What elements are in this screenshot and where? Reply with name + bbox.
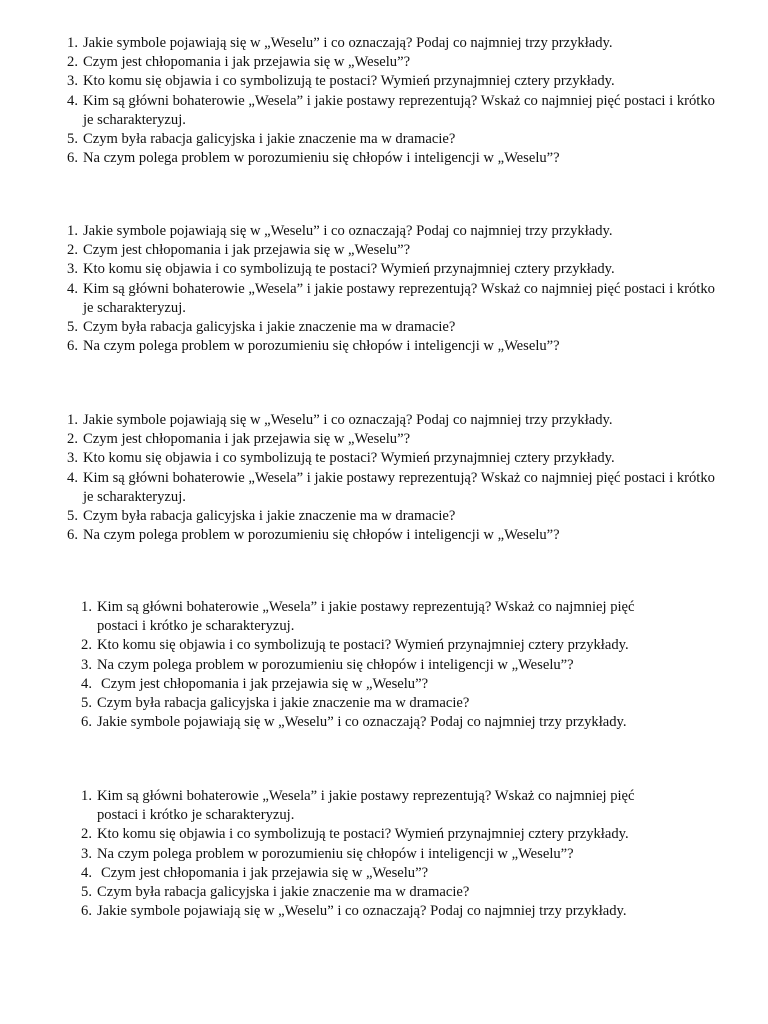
question-item bbox=[72, 656, 672, 675]
question-number: 2. bbox=[67, 242, 78, 259]
question-item bbox=[72, 902, 672, 921]
question-number: 3. bbox=[67, 261, 78, 278]
question-item bbox=[58, 222, 718, 241]
question-number: 6. bbox=[81, 903, 92, 920]
question-text: Na czym polega problem w porozumieniu się chłopów i inteligencji w „Weselu”? bbox=[83, 150, 560, 167]
question-item bbox=[58, 92, 718, 130]
question-text: Kto komu się objawia i co symbolizują te postaci? Wymień przynajmniej cztery przykłady. bbox=[83, 73, 615, 90]
question-item bbox=[72, 598, 672, 636]
question-number: 5. bbox=[67, 131, 78, 148]
question-item bbox=[58, 130, 718, 149]
question-number: 1. bbox=[67, 412, 78, 428]
question-item bbox=[58, 507, 718, 526]
question-number: 2. bbox=[81, 637, 92, 654]
question-text: Na czym polega problem w porozumieniu się chłopów i inteligencji w „Weselu”? bbox=[83, 338, 560, 355]
question-text: Jakie symbole pojawiają się w „Weselu” i co oznaczają? Podaj co najmniej trzy przykłady. bbox=[97, 903, 627, 920]
question-number: 5. bbox=[81, 884, 92, 901]
question-item bbox=[58, 34, 718, 53]
question-item bbox=[58, 337, 718, 356]
question-number: 6. bbox=[67, 150, 78, 167]
question-item bbox=[58, 149, 718, 168]
question-list-4 bbox=[72, 598, 672, 732]
question-text: Czym jest chłopomania i jak przejawia się w „Weselu”? bbox=[83, 431, 411, 448]
question-number: 3. bbox=[67, 73, 78, 90]
question-text: Czym była rabacja galicyjska i jakie znaczenie ma w dramacie? bbox=[97, 884, 470, 901]
question-list-3 bbox=[58, 411, 718, 545]
question-text: Na czym polega problem w porozumieniu się chłopów i inteligencji w „Weselu”? bbox=[97, 845, 574, 862]
question-text: Jakie symbole pojawiają się w „Weselu” i co oznaczają? Podaj co najmniej trzy przykłady. bbox=[97, 714, 627, 731]
question-number: 5. bbox=[81, 695, 92, 712]
question-item bbox=[72, 883, 672, 902]
question-item bbox=[58, 449, 718, 468]
question-item bbox=[72, 787, 672, 825]
question-number: 1. bbox=[67, 223, 78, 239]
question-number: 4. bbox=[81, 864, 92, 881]
question-text: Kim są główni bohaterowie „Wesela” i jakie postawy reprezentują? Wskaż co najmniej pięć postaci i krótko je scharakteryzuj. bbox=[83, 280, 715, 316]
question-list-1 bbox=[58, 34, 718, 168]
question-text: Czym była rabacja galicyjska i jakie znaczenie ma w dramacie? bbox=[97, 695, 470, 712]
question-item bbox=[72, 713, 672, 732]
question-item bbox=[58, 260, 718, 279]
question-list-5 bbox=[72, 787, 672, 921]
question-number: 4. bbox=[81, 675, 92, 692]
question-number: 3. bbox=[67, 450, 78, 467]
question-text: Czym była rabacja galicyjska i jakie znaczenie ma w dramacie? bbox=[83, 131, 456, 148]
question-item bbox=[72, 694, 672, 713]
question-text: Kim są główni bohaterowie „Wesela” i jakie postawy reprezentują? Wskaż co najmniej pięć postaci i krótko je scharakteryzuj. bbox=[83, 469, 715, 505]
question-text: Kim są główni bohaterowie „Wesela” i jakie postawy reprezentują? Wskaż co najmniej pięć postaci i krótko je scharakteryzuj. bbox=[97, 788, 635, 824]
question-text: Kto komu się objawia i co symbolizują te postaci? Wymień przynajmniej cztery przykłady. bbox=[97, 826, 629, 843]
question-number: 4. bbox=[67, 280, 78, 297]
question-item bbox=[72, 825, 672, 844]
question-item bbox=[58, 72, 718, 91]
question-number: 6. bbox=[81, 714, 92, 731]
question-number: 5. bbox=[67, 319, 78, 336]
question-text: Czym jest chłopomania i jak przejawia się w „Weselu”? bbox=[83, 54, 411, 71]
question-text: Kto komu się objawia i co symbolizują te postaci? Wymień przynajmniej cztery przykłady. bbox=[83, 261, 615, 278]
question-item bbox=[58, 318, 718, 337]
question-number: 1. bbox=[81, 599, 92, 615]
question-number: 2. bbox=[67, 431, 78, 448]
question-number: 3. bbox=[81, 656, 92, 673]
question-item bbox=[58, 469, 718, 507]
question-number: 1. bbox=[81, 788, 92, 804]
question-item bbox=[72, 864, 672, 883]
question-text: Jakie symbole pojawiają się w „Weselu” i co oznaczają? Podaj co najmniej trzy przykłady. bbox=[83, 223, 613, 239]
question-list-2 bbox=[58, 222, 718, 356]
question-item bbox=[72, 675, 672, 694]
question-number: 2. bbox=[67, 54, 78, 71]
question-text: Jakie symbole pojawiają się w „Weselu” i co oznaczają? Podaj co najmniej trzy przykłady. bbox=[83, 35, 613, 51]
question-text: Czym jest chłopomania i jak przejawia się w „Weselu”? bbox=[83, 242, 411, 259]
question-item bbox=[58, 53, 718, 72]
question-item bbox=[58, 241, 718, 260]
question-item bbox=[72, 845, 672, 864]
question-number: 5. bbox=[67, 508, 78, 525]
question-text: Czym była rabacja galicyjska i jakie znaczenie ma w dramacie? bbox=[83, 319, 456, 336]
question-text: Czym była rabacja galicyjska i jakie znaczenie ma w dramacie? bbox=[83, 508, 456, 525]
question-text: Kto komu się objawia i co symbolizują te postaci? Wymień przynajmniej cztery przykłady. bbox=[83, 450, 615, 467]
question-number: 1. bbox=[67, 35, 78, 51]
question-text: Czym jest chłopomania i jak przejawia się w „Weselu”? bbox=[101, 675, 429, 692]
question-text: Kto komu się objawia i co symbolizują te postaci? Wymień przynajmniej cztery przykłady. bbox=[97, 637, 629, 654]
question-number: 4. bbox=[67, 469, 78, 486]
question-item bbox=[58, 526, 718, 545]
question-text: Jakie symbole pojawiają się w „Weselu” i co oznaczają? Podaj co najmniej trzy przykłady. bbox=[83, 412, 613, 428]
question-item bbox=[58, 411, 718, 430]
question-item bbox=[58, 430, 718, 449]
question-item bbox=[58, 280, 718, 318]
question-number: 4. bbox=[67, 92, 78, 109]
question-text: Czym jest chłopomania i jak przejawia się w „Weselu”? bbox=[101, 864, 429, 881]
question-text: Na czym polega problem w porozumieniu się chłopów i inteligencji w „Weselu”? bbox=[97, 656, 574, 673]
question-item bbox=[72, 636, 672, 655]
question-number: 6. bbox=[67, 527, 78, 544]
question-text: Kim są główni bohaterowie „Wesela” i jakie postawy reprezentują? Wskaż co najmniej pięć postaci i krótko je scharakteryzuj. bbox=[97, 599, 635, 635]
question-number: 6. bbox=[67, 338, 78, 355]
question-number: 3. bbox=[81, 845, 92, 862]
question-text: Kim są główni bohaterowie „Wesela” i jakie postawy reprezentują? Wskaż co najmniej pięć postaci i krótko je scharakteryzuj. bbox=[83, 92, 715, 128]
question-text: Na czym polega problem w porozumieniu się chłopów i inteligencji w „Weselu”? bbox=[83, 527, 560, 544]
question-number: 2. bbox=[81, 826, 92, 843]
